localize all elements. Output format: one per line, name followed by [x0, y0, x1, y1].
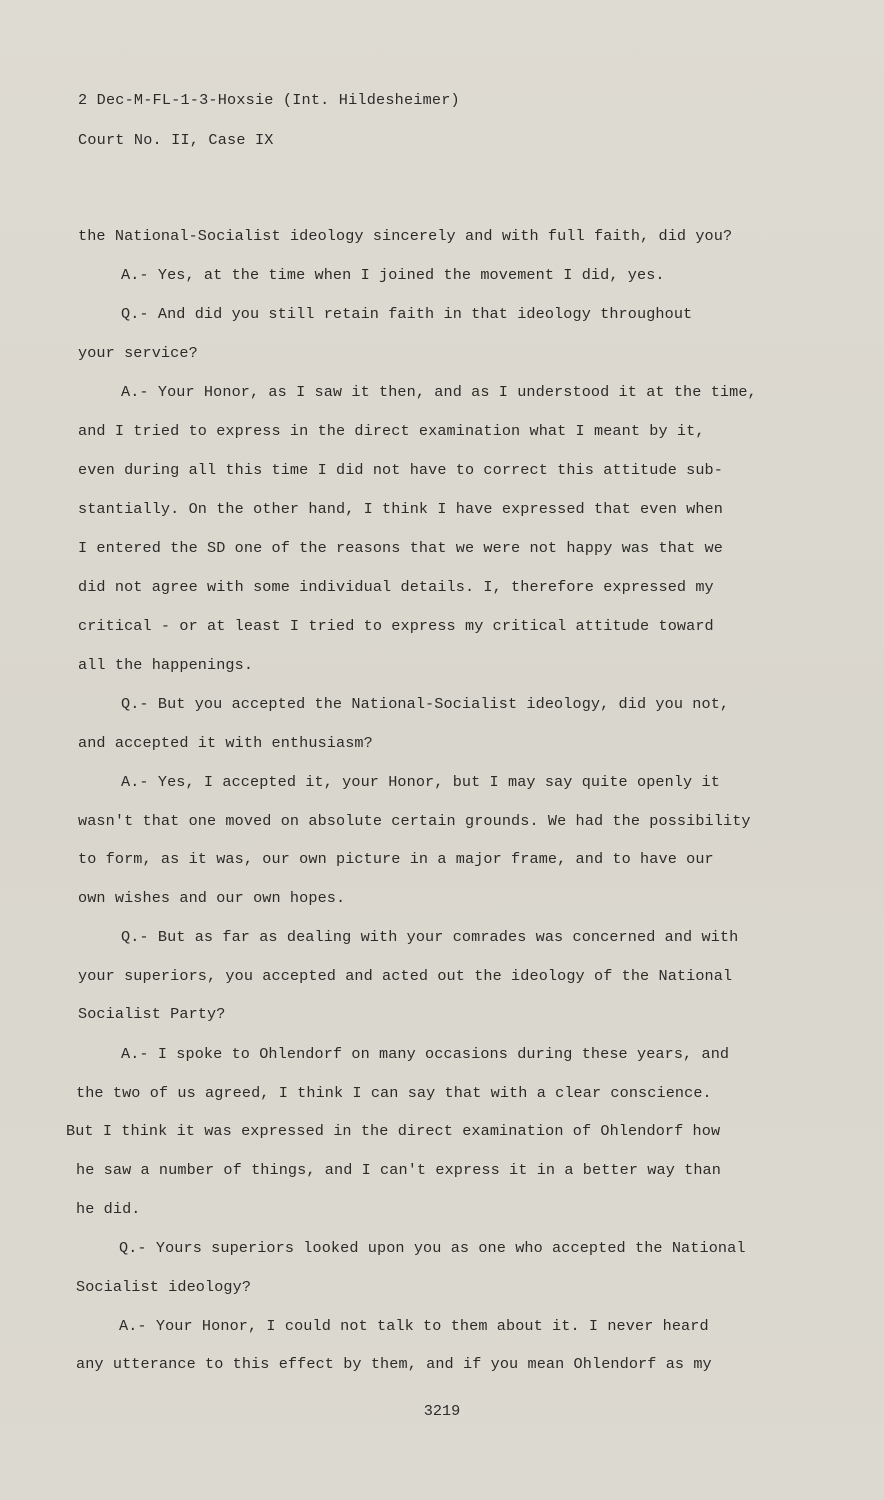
- text-line: stantially. On the other hand, I think I have expressed that even when: [78, 500, 723, 518]
- text-line: even during all this time I did not have to correct this attitude sub-: [78, 461, 723, 479]
- text-line: he did.: [76, 1200, 141, 1218]
- text-line: A.- I spoke to Ohlendorf on many occasions during these years, and: [121, 1045, 730, 1063]
- text-line: and accepted it with enthusiasm?: [78, 734, 373, 752]
- text-line: Q.- And did you still retain faith in that ideology throughout: [121, 305, 693, 323]
- header-line-1: 2 Dec-M-FL-1-3-Hoxsie (Int. Hildesheimer): [78, 91, 460, 109]
- text-line: Q.- But as far as dealing with your comrades was concerned and with: [121, 928, 739, 946]
- text-line: A.- Yes, at the time when I joined the movement I did, yes.: [121, 266, 665, 284]
- text-line: critical - or at least I tried to express my critical attitude toward: [78, 617, 714, 635]
- text-line: Socialist ideology?: [76, 1278, 252, 1296]
- text-line: did not agree with some individual details. I, therefore expressed my: [78, 578, 714, 596]
- text-line: your service?: [78, 344, 198, 362]
- text-line: Q.- But you accepted the National-Socialist ideology, did you not,: [121, 695, 730, 713]
- text-line: he saw a number of things, and I can't express it in a better way than: [76, 1161, 721, 1179]
- text-line: your superiors, you accepted and acted out the ideology of the National: [78, 967, 733, 985]
- text-line: all the happenings.: [78, 656, 254, 674]
- text-line: A.- Your Honor, I could not talk to them about it. I never heard: [119, 1317, 709, 1335]
- text-line: the two of us agreed, I think I can say that with a clear conscience.: [76, 1084, 712, 1102]
- text-line: I entered the SD one of the reasons that we were not happy was that we: [78, 539, 723, 557]
- page-number: 3219: [423, 1402, 461, 1420]
- text-line: the National-Socialist ideology sincerely and with full faith, did you?: [78, 227, 733, 245]
- text-line: But I think it was expressed in the direct examination of Ohlendorf how: [66, 1122, 721, 1140]
- text-line: wasn't that one moved on absolute certain grounds. We had the possibility: [78, 812, 751, 830]
- text-line: A.- Your Honor, as I saw it then, and as I understood it at the time,: [121, 383, 757, 401]
- text-line: A.- Yes, I accepted it, your Honor, but I may say quite openly it: [121, 773, 720, 791]
- header-line-2: Court No. II, Case IX: [78, 131, 274, 149]
- text-line: any utterance to this effect by them, and if you mean Ohlendorf as my: [76, 1355, 712, 1373]
- text-line: to form, as it was, our own picture in a major frame, and to have our: [78, 850, 714, 868]
- text-line: own wishes and our own hopes.: [78, 889, 346, 907]
- text-line: and I tried to express in the direct examination what I meant by it,: [78, 422, 705, 440]
- text-line: Socialist Party?: [78, 1005, 226, 1023]
- text-line: Q.- Yours superiors looked upon you as one who accepted the National: [119, 1239, 746, 1257]
